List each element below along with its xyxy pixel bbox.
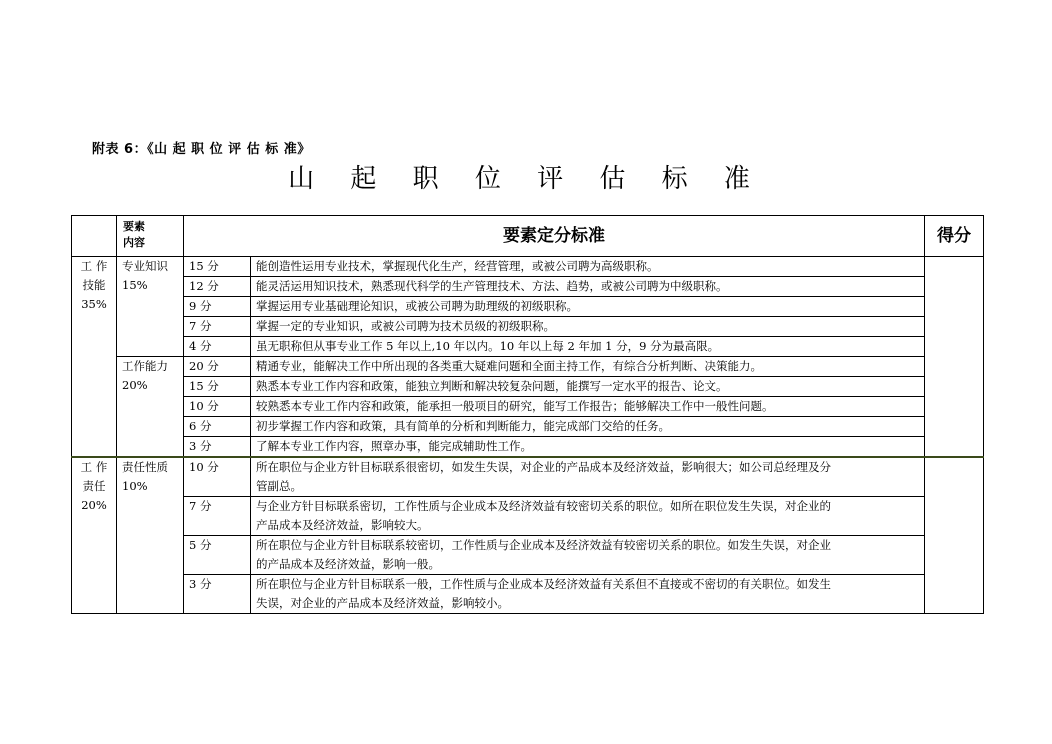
sub-factor-cell-knowledge: [117, 257, 184, 357]
header-score: 得分: [925, 216, 984, 257]
table-row: [72, 497, 984, 536]
page-title: 山 起 职 位 评 估 标 准: [288, 164, 764, 194]
criteria-cell: 了解本专业工作内容，照章办事，能完成辅助性工作。: [251, 437, 925, 458]
sub-factor-name: 责任性质: [122, 460, 168, 474]
criteria-cell: [251, 536, 925, 575]
score-cell-responsibility: [925, 457, 984, 614]
criteria-cell: 掌握一定的专业知识，或被公司聘为技术员级的初级职称。: [251, 317, 925, 337]
factor-weight: 20%: [81, 498, 107, 512]
table-row: [72, 437, 984, 458]
points-cell: 3 分: [184, 437, 251, 458]
criteria-cell: [251, 497, 925, 536]
table-row: [72, 575, 984, 614]
table-header-row: [72, 216, 984, 257]
sub-factor-weight: 10%: [122, 479, 148, 493]
criteria-line: 产品成本及经济效益，影响较大。: [256, 518, 429, 532]
criteria-cell: 能创造性运用专业技术，掌握现代化生产，经营管理，或被公司聘为高级职称。: [251, 257, 925, 277]
points-cell: 15 分: [184, 377, 251, 397]
points-cell: 7 分: [184, 317, 251, 337]
table-row: [72, 337, 984, 357]
table-row: [72, 397, 984, 417]
criteria-cell: 虽无职称但从事专业工作 5 年以上,10 年以内。10 年以上每 2 年加 1 分，9 分为最高限。: [251, 337, 925, 357]
criteria-cell: 能灵活运用知识技术，熟悉现代科学的生产管理技术、方法、趋势，或被公司聘为中级职称。: [251, 277, 925, 297]
criteria-line: 与企业方针目标联系密切，工作性质与企业成本及经济效益有较密切关系的职位。如所在职位发生失误，对企业的: [256, 499, 831, 513]
points-cell: 10 分: [184, 457, 251, 497]
points-cell: 12 分: [184, 277, 251, 297]
header-element-cell: [117, 216, 184, 257]
criteria-line: 所在职位与企业方针目标联系很密切，如发生失误，对企业的产品成本及经济效益，影响很大；如公司总经理及分: [256, 460, 831, 474]
table-row: [72, 297, 984, 317]
criteria-line: 所在职位与企业方针目标联系一般，工作性质与企业成本及经济效益有关系但不直接或不密切的有关职位。如发生: [256, 577, 831, 591]
factor-weight: 35%: [81, 297, 107, 311]
appendix-caption: 附表 6：《山 起 职 位 评 估 标 准》: [92, 142, 311, 157]
sub-factor-cell-ability: [117, 357, 184, 458]
sub-factor-weight: 15%: [122, 278, 148, 292]
header-empty-cell: [72, 216, 117, 257]
criteria-line: 的产品成本及经济效益，影响一般。: [256, 557, 440, 571]
points-cell: 9 分: [184, 297, 251, 317]
points-cell: 5 分: [184, 536, 251, 575]
points-cell: 6 分: [184, 417, 251, 437]
points-cell: 3 分: [184, 575, 251, 614]
sub-factor-cell-nature: [117, 457, 184, 614]
table-row: [72, 457, 984, 497]
factor-label-line1: 工 作: [80, 460, 108, 474]
criteria-cell: 熟悉本专业工作内容和政策，能独立判断和解决较复杂问题，能撰写一定水平的报告、论文。: [251, 377, 925, 397]
criteria-line: 所在职位与企业方针目标联系较密切，工作性质与企业成本及经济效益有较密切关系的职位。如发生失误，对企业: [256, 538, 831, 552]
header-element-line2: 内容: [123, 236, 145, 249]
criteria-cell: 初步掌握工作内容和政策，具有简单的分析和判断能力，能完成部门交给的任务。: [251, 417, 925, 437]
evaluation-table: [71, 215, 984, 614]
sub-factor-name: 工作能力: [122, 359, 168, 373]
table-row: [72, 357, 984, 377]
criteria-cell: 精通专业，能解决工作中所出现的各类重大疑难问题和全面主持工作，有综合分析判断、决策能力。: [251, 357, 925, 377]
factor-label-line2: 技能: [82, 278, 106, 292]
points-cell: 20 分: [184, 357, 251, 377]
factor-label-line2: 责任: [82, 479, 106, 493]
points-cell: 4 分: [184, 337, 251, 357]
factor-cell-responsibility: [72, 457, 117, 614]
criteria-line: 管副总。: [256, 479, 302, 493]
points-cell: 7 分: [184, 497, 251, 536]
sub-factor-weight: 20%: [122, 378, 148, 392]
criteria-cell: [251, 457, 925, 497]
points-cell: 15 分: [184, 257, 251, 277]
table-row: [72, 417, 984, 437]
sub-factor-name: 专业知识: [122, 259, 168, 273]
table-row: [72, 377, 984, 397]
table-row: [72, 536, 984, 575]
table-row: [72, 257, 984, 277]
criteria-cell: 掌握运用专业基础理论知识，或被公司聘为助理级的初级职称。: [251, 297, 925, 317]
score-cell-skill: [925, 257, 984, 458]
factor-cell-skill: [72, 257, 117, 458]
header-element-line1: 要素: [123, 220, 145, 233]
table-row: [72, 277, 984, 297]
criteria-cell: [251, 575, 925, 614]
header-standard: 要素定分标准: [184, 216, 925, 257]
factor-label-line1: 工 作: [80, 259, 108, 273]
points-cell: 10 分: [184, 397, 251, 417]
criteria-line: 失误，对企业的产品成本及经济效益，影响较小。: [256, 596, 509, 610]
criteria-cell: 较熟悉本专业工作内容和政策，能承担一般项目的研究，能写工作报告；能够解决工作中一般性问题。: [251, 397, 925, 417]
table-row: [72, 317, 984, 337]
